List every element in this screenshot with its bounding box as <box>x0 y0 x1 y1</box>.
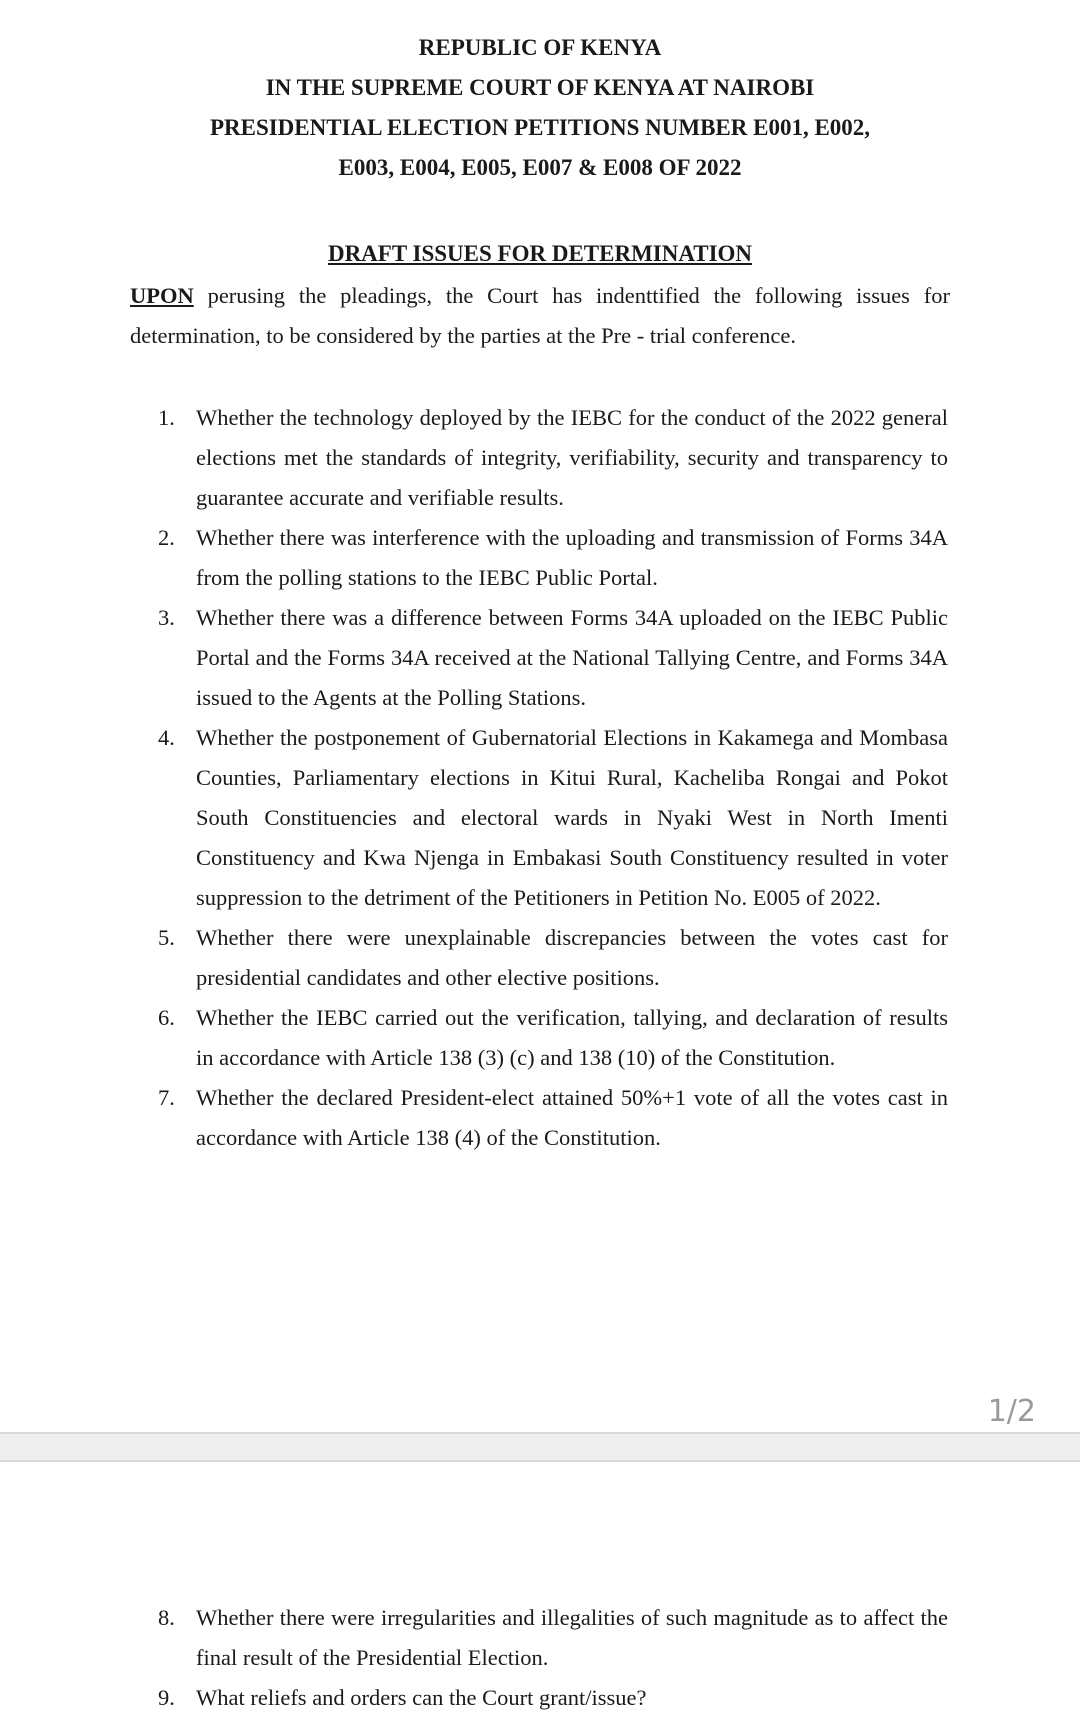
list-item <box>0 998 1080 1078</box>
intro-text: perusing the pleadings, the Court has indenttified the following issues for determination, to be considered by the parties at the Pre - trial conference. <box>130 283 950 348</box>
document-page-2 <box>0 1462 1080 1728</box>
header-petitions: PRESIDENTIAL ELECTION PETITIONS NUMBER E001, E002, <box>209 115 871 140</box>
list-item <box>0 718 1080 918</box>
item-text: Whether the declared President-elect attained 50%+1 vote of all the votes cast in accordance with Article 138 (4) of the Constitution. <box>196 1085 948 1150</box>
list-item <box>0 1598 1080 1678</box>
item-number: 7. <box>158 1085 175 1110</box>
list-item <box>0 1078 1080 1158</box>
list-item <box>0 518 1080 598</box>
issues-list-page1 <box>0 398 1080 1158</box>
item-number: 9. <box>158 1685 175 1710</box>
list-item <box>0 1678 1080 1718</box>
header-court: IN THE SUPREME COURT OF KENYA AT NAIROBI <box>265 75 815 100</box>
issues-list-page2 <box>0 1598 1080 1718</box>
item-text: Whether there was a difference between Forms 34A uploaded on the IEBC Public Portal and the Forms 34A received at the National Tallying Centre, and Forms 34A issued to the Agents at the Polling Stations. <box>196 605 948 710</box>
item-text: Whether the IEBC carried out the verification, tallying, and declaration of results in accordance with Article 138 (3) (c) and 138 (10) of the Constitution. <box>196 1005 948 1070</box>
section-title: DRAFT ISSUES FOR DETERMINATION <box>327 241 753 266</box>
item-text: Whether there was interference with the uploading and transmission of Forms 34A from the polling stations to the IEBC Public Portal. <box>196 525 948 590</box>
item-number: 6. <box>158 1005 175 1030</box>
item-text: Whether the postponement of Gubernatorial Elections in Kakamega and Mombasa Counties, Parliamentary elections in Kitui Rural, Kacheliba Rongai and Pokot South Constituencies and electoral wards in Nyaki West in North Imenti Constituency and Kwa Njenga in Embakasi South Constituency resulted in voter suppression to the detriment of the Petitioners in Petition No. E005 of 2022. <box>196 725 948 910</box>
intro-paragraph <box>130 276 950 356</box>
list-item <box>0 598 1080 718</box>
item-number: 2. <box>158 525 175 550</box>
item-text: Whether there were unexplainable discrepancies between the votes cast for presidential candidates and other elective positions. <box>196 925 948 990</box>
item-text: What reliefs and orders can the Court grant/issue? <box>196 1685 647 1710</box>
page-indicator: 1/2 <box>987 1394 1036 1429</box>
list-item <box>0 398 1080 518</box>
item-text: Whether the technology deployed by the IEBC for the conduct of the 2022 general elections met the standards of integrity, verifiability, security and transparency to guarantee accurate and verifiable results. <box>196 405 948 510</box>
item-text: Whether there were irregularities and illegalities of such magnitude as to affect the final result of the Presidential Election. <box>196 1605 948 1670</box>
item-number: 4. <box>158 725 175 750</box>
list-item <box>0 918 1080 998</box>
item-number: 5. <box>158 925 175 950</box>
item-number: 1. <box>158 405 175 430</box>
page-divider <box>0 1432 1080 1462</box>
item-number: 3. <box>158 605 175 630</box>
item-number: 8. <box>158 1605 175 1630</box>
header-republic: REPUBLIC OF KENYA <box>418 35 662 60</box>
header-petitions-cont: E003, E004, E005, E007 & E008 OF 2022 <box>338 155 742 180</box>
intro-lead: UPON <box>130 283 194 308</box>
